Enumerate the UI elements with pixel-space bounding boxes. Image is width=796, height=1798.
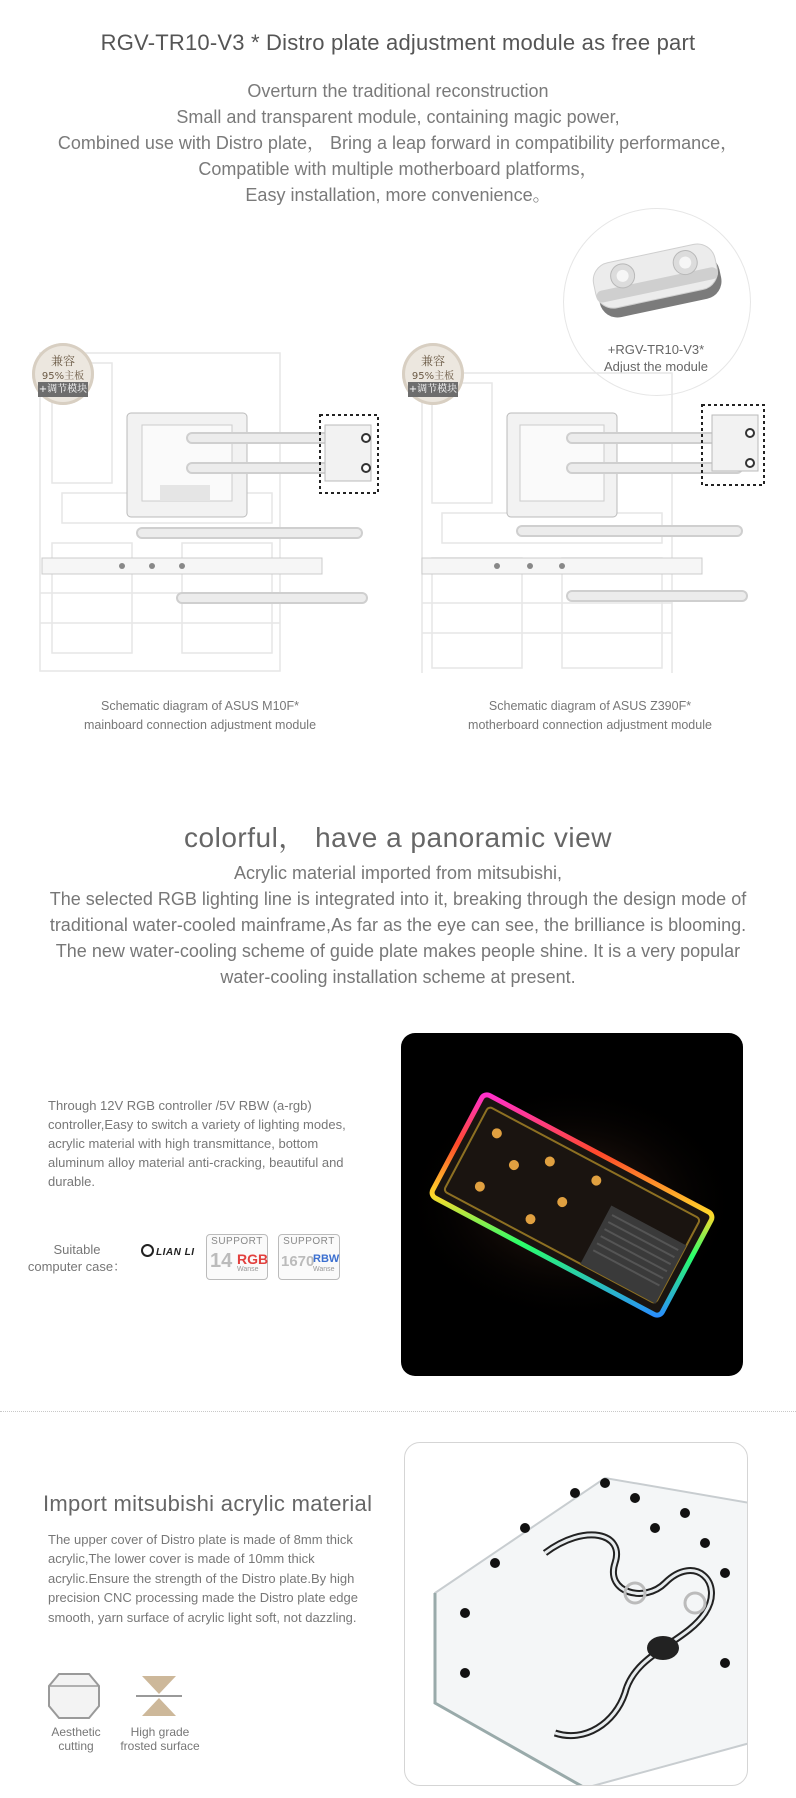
acrylic-line: The upper cover of Distro plate is made of 8mm thick — [48, 1532, 353, 1547]
diagram-caption-line: Schematic diagram of ASUS M10F* — [101, 699, 299, 713]
diagram-asus-z390f — [412, 343, 772, 673]
hexagon-icon — [47, 1672, 101, 1720]
support-badge-rgb — [206, 1234, 268, 1280]
lianli-logo — [141, 1244, 195, 1258]
support-tag: RGB — [237, 1251, 269, 1267]
module-caption-line: +RGV-TR10-V3* — [607, 342, 705, 357]
lianli-icon — [141, 1244, 154, 1257]
badge-line: 95%主板 — [411, 371, 455, 382]
acrylic-line: acrylic.Ensure the strength of the Distro plate.By high — [48, 1570, 355, 1586]
section-divider — [0, 1411, 796, 1412]
support-num: 14 — [210, 1250, 233, 1272]
panoramic-line: Acrylic material imported from mitsubishi, — [233, 863, 563, 883]
suitable-line: computer case： — [27, 1259, 127, 1274]
support-top: SUPPORT — [211, 1236, 263, 1247]
intro-text — [0, 78, 796, 208]
compat-badge — [32, 343, 94, 405]
badge-line: +调节模块 — [38, 384, 88, 395]
hourglass-icon — [134, 1672, 184, 1720]
intro-line: Compatible with multiple motherboard platforms， — [198, 159, 598, 179]
diagram-caption-line: motherboard connection adjustment module — [468, 718, 712, 732]
feature-caption — [112, 1725, 208, 1753]
rgb-description — [48, 1096, 370, 1191]
module-caption-line: Adjust the module — [603, 359, 709, 374]
acrylic-plate-image — [405, 1443, 747, 1785]
feature-line: cutting — [58, 1739, 94, 1753]
badge-line: 95%主板 — [41, 371, 85, 382]
badge-line: 兼容 — [50, 354, 75, 368]
support-sub: Wanse — [313, 1266, 335, 1273]
rgb-line: aluminum alloy material anti-cracking, beautiful and — [48, 1155, 344, 1170]
diagram-caption — [430, 697, 750, 735]
badge-line: 兼容 — [420, 354, 445, 368]
rgb-line: controller,Easy to switch a variety of lighting modes, — [48, 1117, 346, 1132]
support-num: 1670 — [281, 1253, 315, 1270]
rgb-line: durable. — [48, 1174, 95, 1189]
acrylic-title: Import mitsubishi acrylic material — [43, 1491, 373, 1516]
support-tag: RBW — [313, 1253, 340, 1265]
intro-line: Easy installation, more convenience。 — [245, 185, 551, 205]
acrylic-line: acrylic,The lower cover is made of 10mm thick — [48, 1551, 315, 1567]
panoramic-line: The selected RGB lighting line is integrated into it, breaking through the design mode of — [49, 889, 747, 909]
rgb-line: Through 12V RGB controller /5V RBW (a-rgb) — [48, 1098, 312, 1113]
suitable-label — [18, 1241, 136, 1275]
rgb-line: acrylic material with high transmittance, bottom — [48, 1136, 319, 1151]
intro-line: Overturn the traditional reconstruction — [247, 81, 549, 101]
feature-line: Aesthetic — [51, 1725, 101, 1739]
acrylic-line: smooth, yarn surface of acrylic light soft, not dazzling. — [48, 1609, 357, 1625]
panoramic-text — [0, 860, 796, 990]
intro-line: Combined use with Distro plate， Bring a leap forward in compatibility performance， — [57, 133, 739, 153]
page-title: RGV-TR10-V3 * Distro plate adjustment module as free part — [100, 30, 696, 55]
rgb-plate-image — [401, 1033, 743, 1376]
feature-line: High grade — [130, 1725, 190, 1739]
acrylic-line: precision CNC processing made the Distro plate edge — [48, 1590, 358, 1606]
intro-line: Small and transparent module, containing magic power, — [176, 107, 620, 127]
acrylic-plate-photo — [404, 1442, 748, 1786]
support-sub: Wanse — [237, 1266, 259, 1273]
rgb-distro-plate-photo — [401, 1033, 743, 1376]
badge-line: +调节模块 — [408, 384, 458, 395]
panoramic-line: traditional water-cooled mainframe,As far as the eye can see, the brilliance is blooming. — [49, 915, 747, 935]
feature-caption — [36, 1725, 116, 1753]
feature-line: frosted surface — [120, 1739, 200, 1753]
diagram-caption-line: mainboard connection adjustment module — [83, 718, 317, 732]
compat-badge — [402, 343, 464, 405]
panoramic-line: The new water-cooling scheme of guide plate makes people shine. It is a very popular — [55, 941, 741, 961]
support-top: SUPPORT — [283, 1236, 335, 1247]
panoramic-line: water-cooling installation scheme at present. — [220, 967, 576, 987]
diagram-caption — [40, 697, 360, 735]
support-badge-rbw — [278, 1234, 340, 1280]
lianli-brand: LIAN LI — [156, 1247, 195, 1258]
panoramic-title: colorful， have a panoramic view — [184, 822, 612, 853]
suitable-line: Suitable — [53, 1242, 101, 1257]
diagram-caption-line: Schematic diagram of ASUS Z390F* — [488, 699, 692, 713]
acrylic-description — [48, 1530, 382, 1627]
